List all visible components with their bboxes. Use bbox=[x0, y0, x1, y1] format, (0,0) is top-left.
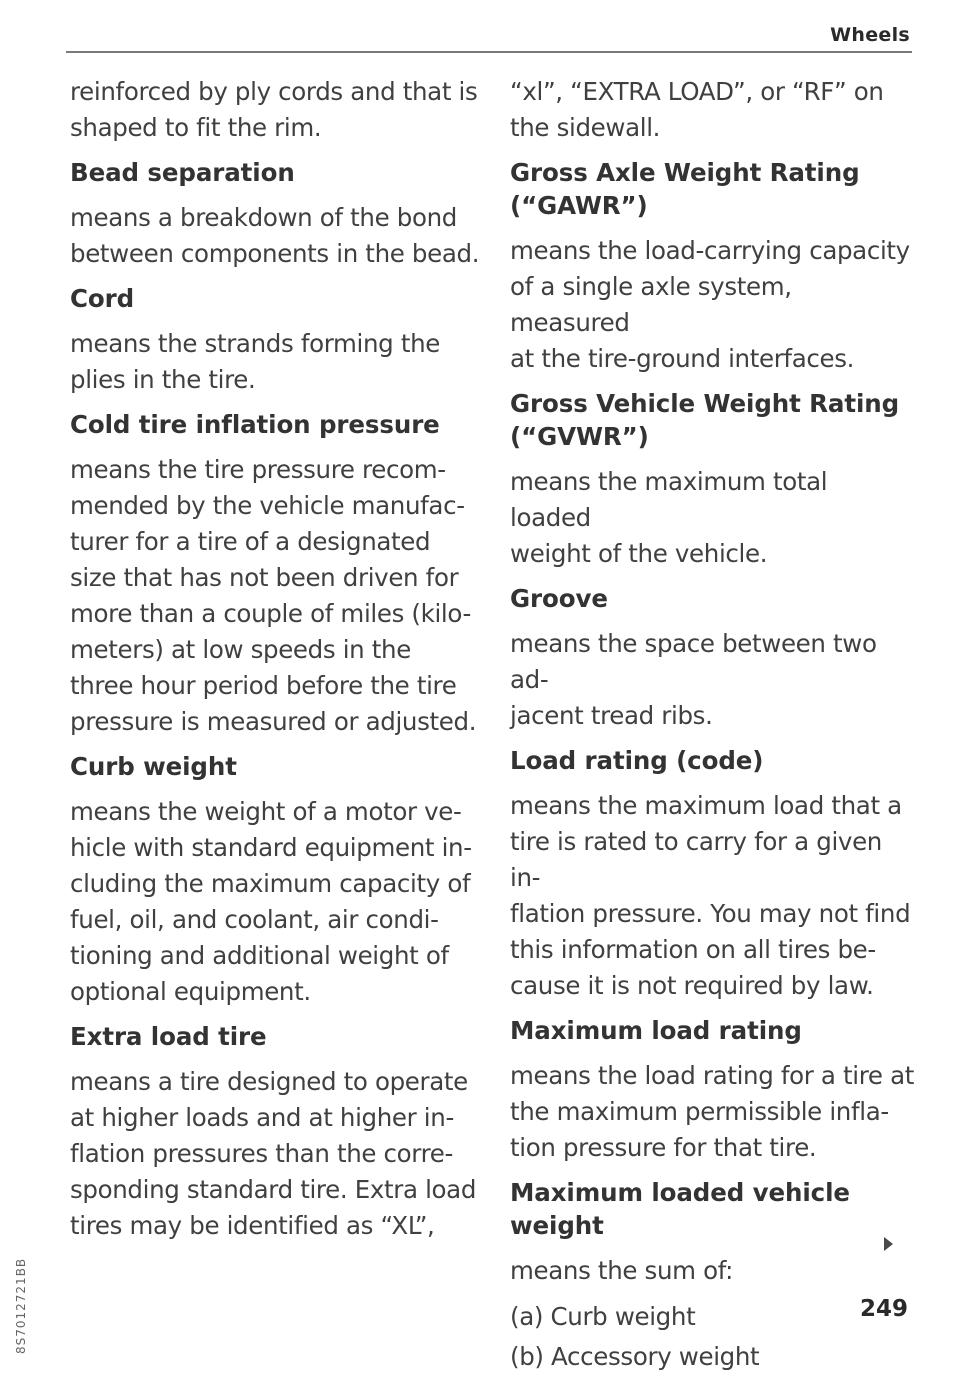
list-item bbox=[510, 1339, 914, 1375]
term-heading: Gross Vehicle Weight Rating (“GVWR”) bbox=[510, 389, 900, 451]
definition-text: means the space between two ad- jacent tread ribs. bbox=[510, 629, 877, 730]
term-heading: Load rating (code) bbox=[510, 746, 764, 775]
list-item-text: (a) Curb weight bbox=[510, 1302, 696, 1331]
definition-text: means the maximum load that a tire is rated to carry for a given in- flation pressure. You may not find this information on all tires be- cause it is not required by law. bbox=[510, 791, 911, 1000]
definition-text: “xl”, “EXTRA LOAD”, or “RF” on the sidewall. bbox=[510, 77, 884, 142]
definition-text: means the strands forming the plies in the tire. bbox=[70, 329, 440, 394]
left-column bbox=[70, 74, 480, 1254]
document-code: 8S7012721BB bbox=[14, 1257, 28, 1354]
term-heading: Bead separation bbox=[70, 158, 295, 187]
continue-arrow-icon bbox=[884, 1237, 893, 1251]
definition-text: reinforced by ply cords and that is shaped to fit the rim. bbox=[70, 77, 478, 142]
term-heading: Groove bbox=[510, 584, 608, 613]
list-item-text: (b) Accessory weight bbox=[510, 1342, 760, 1371]
definition-text: means the tire pressure recom- mended by the vehicle manufac- turer for a tire of a designated size that has not been driven for more than a couple of miles (kilo- meters) at low speeds in the three hour period before the tire pressure is measured or adjusted. bbox=[70, 455, 477, 736]
term-heading: Gross Axle Weight Rating (“GAWR”) bbox=[510, 158, 860, 220]
term-heading: Maximum load rating bbox=[510, 1016, 802, 1045]
definition-text: means the weight of a motor ve- hicle with standard equipment in- cluding the maximum capacity of fuel, oil, and coolant, air condi- tioning and additional weight of optional equipment. bbox=[70, 797, 472, 1006]
running-head: Wheels bbox=[830, 24, 910, 46]
page-number: 249 bbox=[859, 1296, 908, 1322]
definition-text: means a breakdown of the bond between components in the bead. bbox=[70, 203, 480, 268]
right-column bbox=[510, 74, 914, 1379]
term-heading: Extra load tire bbox=[70, 1022, 267, 1051]
list-item bbox=[510, 1299, 914, 1335]
definition-text: means the load rating for a tire at the maximum permissible infla- tion pressure for that tire. bbox=[510, 1061, 914, 1162]
definition-text: means a tire designed to operate at higher loads and at higher in- flation pressures than the corre- sponding standard tire. Extra load tires may be identified as “XL”, bbox=[70, 1067, 477, 1240]
term-heading: Cord bbox=[70, 284, 135, 313]
definition-text: means the load-carrying capacity of a single axle system, measured at the tire-ground interfaces. bbox=[510, 236, 910, 373]
definition-text: means the sum of: bbox=[510, 1256, 734, 1285]
definition-text: means the maximum total loaded weight of the vehicle. bbox=[510, 467, 828, 568]
term-heading: Curb weight bbox=[70, 752, 237, 781]
term-heading: Maximum loaded vehicle weight bbox=[510, 1178, 850, 1240]
term-heading: Cold tire inflation pressure bbox=[70, 410, 440, 439]
header-rule bbox=[66, 51, 912, 53]
